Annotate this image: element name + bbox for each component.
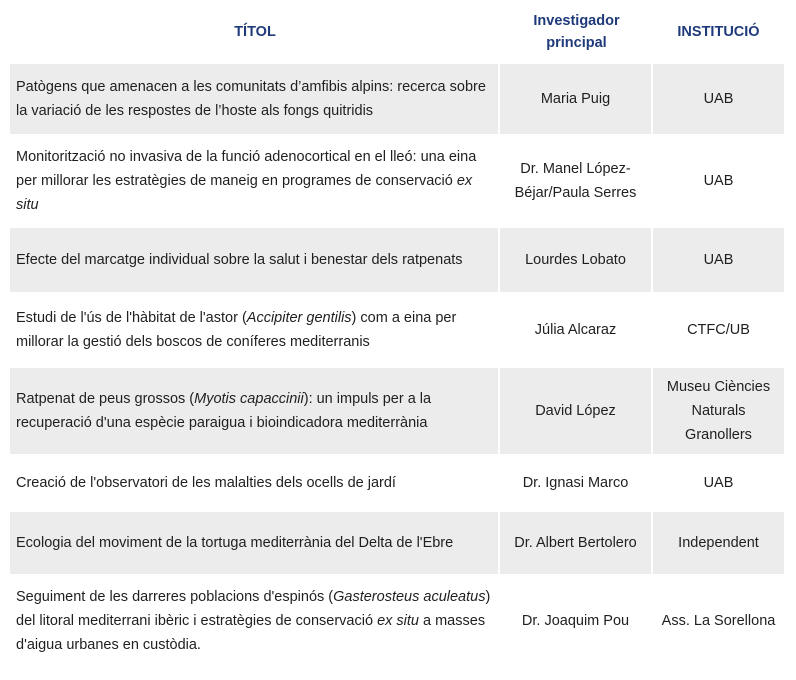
- projects-table: [10, 0, 784, 668]
- project-title-cell: [10, 512, 500, 574]
- investigator-cell: David López: [500, 368, 653, 454]
- title-italic-text: Gasterosteus aculeatus: [333, 589, 486, 605]
- institution-cell: Ass. La Sorellona: [661, 613, 776, 629]
- project-title-cell: [10, 64, 500, 134]
- institution-cell: CTFC/UB: [687, 322, 750, 338]
- table-row: [10, 577, 784, 665]
- project-title-cell: [10, 457, 500, 509]
- table-row: [10, 64, 784, 134]
- institution-cell: UAB: [703, 475, 734, 491]
- title-italic-text: ex situ: [377, 613, 419, 629]
- investigator-cell: Júlia Alcaraz: [500, 295, 653, 365]
- project-title-cell: [10, 295, 500, 365]
- title-text: Monitorització no invasiva de la funció adenocortical en el lleó: una eina per millorar les estratègies de maneig en programes de conservació: [16, 149, 477, 189]
- investigator-cell: Maria Puig: [500, 64, 653, 134]
- title-text: ) del litoral mediterrani ibèric i estratègies de conservació: [16, 589, 491, 629]
- project-title-cell: [10, 577, 500, 665]
- header-institution: INSTITUCIÓ: [677, 24, 760, 40]
- institution-cell: Independent: [653, 512, 784, 574]
- title-text: Ratpenat de peus grossos (: [16, 391, 195, 407]
- table-header: [10, 3, 784, 61]
- table-row: [10, 457, 784, 509]
- table-body: [10, 64, 784, 665]
- institution-cell: UAB: [653, 228, 784, 292]
- table-row: [10, 295, 784, 365]
- header-investigator-line2: principal: [546, 35, 607, 51]
- title-text: a masses d'aigua urbanes en custòdia.: [16, 613, 486, 653]
- investigator-cell: Dr. Joaquim Pou: [500, 577, 653, 665]
- title-italic-text: Accipiter gentilis: [246, 310, 352, 326]
- project-title-cell: [10, 228, 500, 292]
- header-investigator: [500, 3, 653, 61]
- investigator-cell: Dr. Manel López-Béjar/Paula Serres: [500, 137, 653, 225]
- header-title: TÍTOL: [234, 24, 276, 40]
- institution-cell: UAB: [653, 64, 784, 134]
- table-row: [10, 137, 784, 225]
- header-row: [10, 3, 784, 61]
- institution-cell: Museu Ciències Naturals Granollers: [653, 368, 784, 454]
- table-row: [10, 228, 784, 292]
- title-italic-text: ex situ: [16, 173, 473, 213]
- investigator-cell: Dr. Ignasi Marco: [500, 457, 653, 509]
- header-investigator-line1: Investigador: [533, 13, 620, 29]
- institution-cell: UAB: [703, 173, 734, 189]
- project-title-cell: [10, 137, 500, 225]
- title-text: Estudi de l'ús de l'hàbitat de l'astor (: [16, 310, 247, 326]
- title-text: Seguiment de les darreres poblacions d'espinós (: [16, 589, 334, 605]
- title-text: Efecte del marcatge individual sobre la salut i benestar dels ratpenats: [16, 252, 463, 268]
- title-italic-text: Myotis capaccinii: [194, 391, 304, 407]
- title-text: ): un impuls per a la recuperació d'una espècie paraigua i bioindicadora mediterrània: [16, 391, 432, 431]
- title-text: Patògens que amenacen a les comunitats d’amfibis alpins: recerca sobre la variació de les respostes de l’hoste als fongs quitridis: [16, 79, 486, 119]
- table-row: [10, 368, 784, 454]
- title-text: ) com a eina per millorar la gestió dels boscos de coníferes mediterranis: [16, 310, 457, 350]
- title-text: Creació de l'observatori de les malalties dels ocells de jardí: [16, 475, 396, 491]
- investigator-cell: Dr. Albert Bertolero: [500, 512, 653, 574]
- title-text: Ecologia del moviment de la tortuga mediterrània del Delta de l'Ebre: [16, 535, 454, 551]
- table-row: [10, 512, 784, 574]
- project-title-cell: [10, 368, 500, 454]
- investigator-cell: Lourdes Lobato: [500, 228, 653, 292]
